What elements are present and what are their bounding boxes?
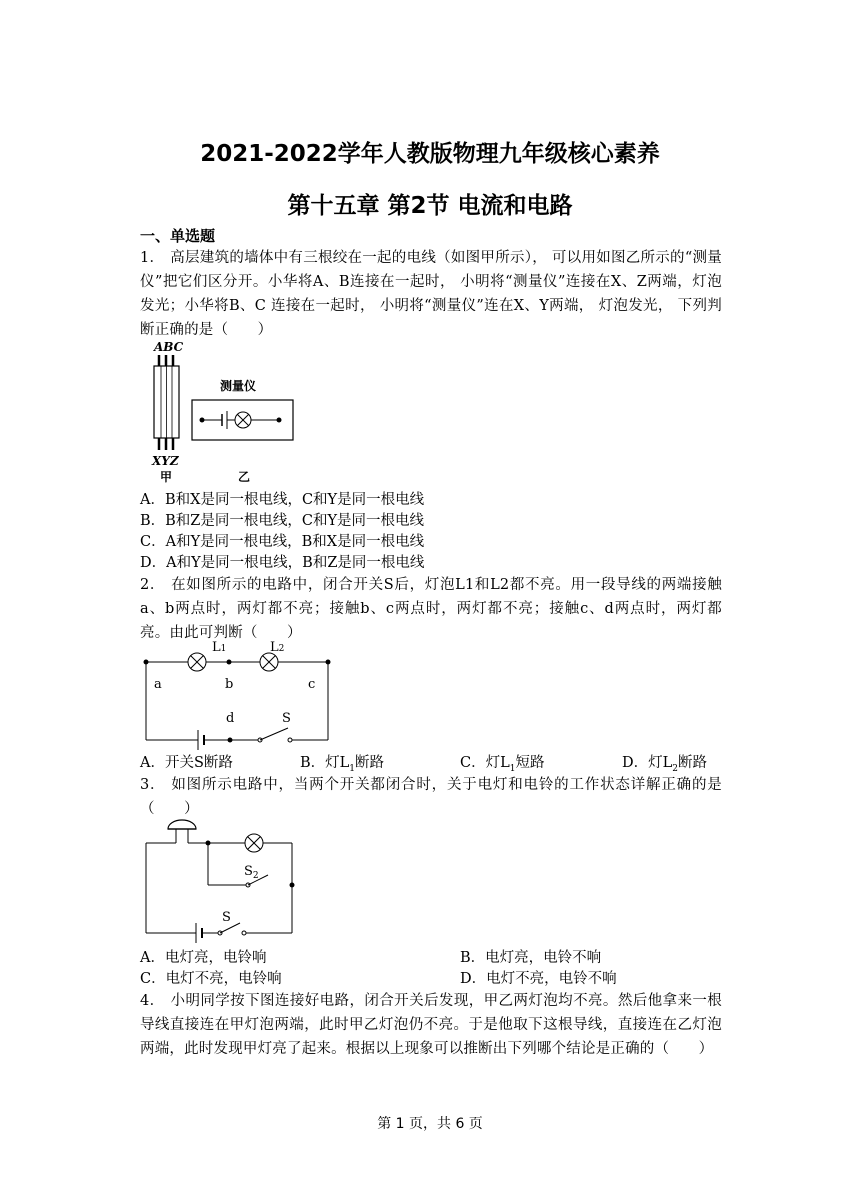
q1-option-b: B．B和Z是同一根电线，C和Y是同一根电线 [140,513,425,529]
question-2-text: 在如图所示的电路中，闭合开关S后，灯泡L1和L2都不亮。用一段导线的两端接触a、b两点时，两灯都不亮；接触b、c两点时，两灯都不亮；接触c、d两点时，两灯都亮。由此可判断（ ） [140,577,722,641]
q1-option-d: D．A和Y是同一根电线，B和Z是同一根电线 [140,555,425,571]
question-3 [140,773,722,821]
q2-label-d: d [226,711,235,726]
q2-option-c: C．灯$L_1$短路 [460,755,545,774]
question-2-number: 2． [140,577,166,593]
q3-option-d: D．电灯不亮，电铃不响 [460,971,617,987]
q3-option-c: C．电灯不亮，电铃响 [140,971,282,987]
q2-label-a: a [154,677,162,692]
q2-label-b: b [225,677,234,692]
q1-fig-yi: 乙 [238,470,251,484]
q3-label-S: S [222,910,231,925]
q2-label-S: S [282,711,291,726]
section-heading: 一、单选题 [140,227,216,245]
q1-figure [148,338,298,488]
q1-option-a: A．B和X是同一根电线，C和Y是同一根电线 [140,492,425,508]
page-footer: 第 1 页，共 6 页 [377,1116,483,1132]
question-1-number: 1． [140,250,165,266]
q1-fig-bottom-label: XYZ [152,454,179,468]
question-3-text: 如图所示电路中，当两个开关都闭合时，关于电灯和电铃的工作状态详解正确的是（ ） [140,777,722,817]
q2-option-d: D．灯$L_2$断路 [622,755,707,774]
q1-fig-meter-label: 测量仪 [220,379,257,393]
q3-option-a: A．电灯亮，电铃响 [140,950,267,966]
q1-option-c: C．A和Y是同一根电线，B和X是同一根电线 [140,534,425,550]
q3-circuit-figure [140,815,310,945]
question-4 [140,989,722,1061]
question-2 [140,573,722,645]
q2-label-L1: L1 [212,640,227,655]
q3-option-b: B．电灯亮，电铃不响 [460,950,602,966]
q2-option-a: A．开关S断路 [140,755,233,771]
title-line-1: 2021-2022学年人教版物理九年级核心素养 [200,141,660,167]
q2-label-c: c [308,677,316,692]
q1-fig-top-label: ABC [154,340,184,354]
question-4-text: 小明同学按下图连接好电路，闭合开关后发现，甲乙两灯泡均不亮。然后他拿来一根导线直接连在甲灯泡两端，此时甲乙灯泡仍不亮。于是他取下这根导线，直接连在乙灯泡两端，此时发现甲灯亮了起来。根据以上现象可以推断出下列哪个结论是正确的（ ） [140,993,722,1057]
q2-circuit-figure [140,640,340,750]
q2-option-b: B．灯$L_1$断路 [300,755,385,774]
question-1-text: 高层建筑的墙体中有三根绞在一起的电线（如图甲所示）， 可以用如图乙所示的“测量仪”把它们区分开。小华将A、B连接在一起时， 小明将“测量仪”连接在X、Z两端，灯泡发光；小华将B、C 连接在一起时， 小明将“测量仪”连在X、Y两端， 灯泡发光， 下列判断正确的是（ ） [140,250,722,338]
title-line-2: 第十五章 第2节 电流和电路 [287,193,573,219]
q2-label-L2: L2 [270,640,285,655]
q3-label-S2: $S_2$ [244,864,259,881]
question-4-number: 4． [140,993,165,1009]
q1-fig-jia: 甲 [160,470,173,484]
question-1 [140,246,722,342]
question-3-number: 3． [140,777,166,793]
